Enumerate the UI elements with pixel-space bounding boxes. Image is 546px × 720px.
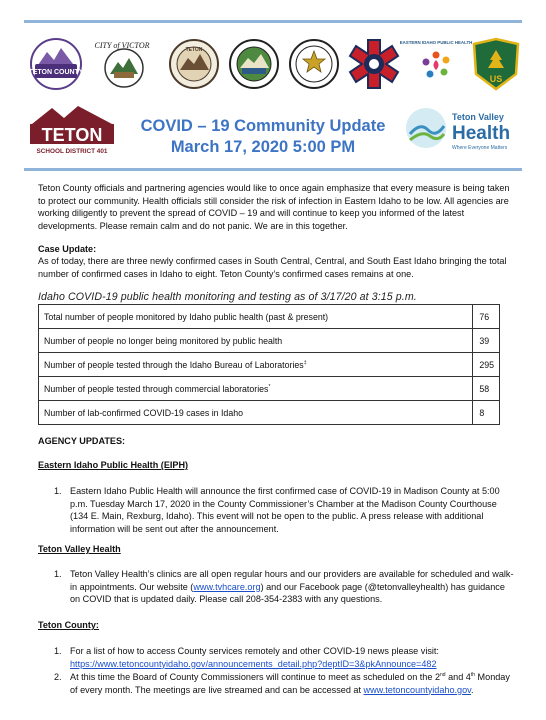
list-text: For a list of how to access County services remotely and other COVID-19 news please visit: https://www.tetoncountyidaho.gov/announcements_detail.php?deptID=3&pkAnnounce=482 bbox=[70, 646, 439, 669]
county-announcement-link[interactable]: https://www.tetoncountyidaho.gov/announcements_detail.php?deptID=3&pkAnnounce=482 bbox=[70, 658, 437, 669]
table-row bbox=[39, 305, 500, 329]
school-district-name: TETON bbox=[41, 125, 103, 145]
table-row bbox=[39, 401, 500, 425]
tvh-heading: Teton Valley Health bbox=[38, 544, 121, 554]
row-label: Number of people tested through commercial laboratories* bbox=[39, 377, 473, 401]
city-of-victor-logo-text: CITY of VICTOR bbox=[94, 41, 150, 50]
row-value: 39 bbox=[473, 329, 500, 353]
row-value: 76 bbox=[473, 305, 500, 329]
page-date: March 17, 2020 5:00 PM bbox=[170, 138, 356, 156]
table-row bbox=[39, 353, 500, 377]
tvh-logo-line1: Teton Valley bbox=[452, 112, 504, 122]
list-number: 2. bbox=[54, 672, 62, 682]
agency-updates-heading: AGENCY UPDATES: bbox=[38, 436, 126, 446]
list-text: At this time the Board of County Commissioners will continue to meet as scheduled on the 2nd and 4th Monday of every month. The meetings are live streamed and can be accessed at www.tetoncountyidaho.gov. bbox=[70, 671, 510, 695]
teton-city-logo-text: TETON bbox=[185, 47, 203, 53]
teton-county-sheriff-logo bbox=[288, 38, 340, 90]
teton-city-logo bbox=[168, 38, 220, 90]
list-text: Eastern Idaho Public Health will announce the first confirmed case of COVID-19 in Madison County at 5:00 p.m. Tuesday March 17, 2020 in the County Commissioner’s Chamber at the Madison County Courthouse (134 E. Main, Rexburg, Idaho). This event will not be open to the public. A press release with additional information will be sent out after the announcement. bbox=[70, 486, 500, 534]
tvh-website-link[interactable]: www.tvhcare.org bbox=[193, 581, 261, 592]
eiph-logo-text: EASTERN IDAHO PUBLIC HEALTH bbox=[399, 40, 473, 45]
tvh-logo-line2: Health bbox=[452, 123, 511, 144]
header-bottom-rule bbox=[24, 168, 522, 171]
county-website-link[interactable]: www.tetoncountyidaho.gov bbox=[363, 684, 472, 695]
page-title: COVID – 19 Community Update bbox=[140, 117, 386, 135]
row-label: Total number of people monitored by Idaho public health (past & present) bbox=[39, 305, 473, 329]
list-number: 1. bbox=[54, 569, 62, 579]
intro-paragraph: Teton County officials and partnering agencies would like to once again emphasize that every measure is being taken to protect our community. Health officials still consider the risk of infection in Eastern Idaho to be low. All agencies are working diligently to prevent the spread of COVID – 19 and will continue to keep you informed of the latest developments. Please remain calm and do not panic. We are in this together. bbox=[38, 183, 510, 231]
list-number: 1. bbox=[54, 486, 62, 496]
table-title: Idaho COVID-19 public health monitoring and testing as of 3/17/20 at 3:15 p.m. bbox=[38, 291, 417, 303]
forest-service-logo bbox=[470, 38, 522, 90]
eastern-idaho-public-health-logo bbox=[399, 38, 473, 90]
list-text: Teton Valley Health’s clinics are all open regular hours and our providers are available for scheduled and walk-in appointments. Our website (www.tvhcare.org) and our Facebook page (@tetonvalleyhealth) has guidance on COVID that is updated daily. Please call 208-354-2383 with any questions. bbox=[70, 569, 514, 605]
city-of-driggs-logo bbox=[228, 38, 280, 90]
teton-valley-health-logo bbox=[404, 104, 530, 154]
table-row bbox=[39, 329, 500, 353]
tvh-logo-tagline: Where Everyone Matters bbox=[452, 145, 508, 151]
city-of-victor-logo bbox=[92, 38, 152, 90]
agency-logo-row bbox=[30, 38, 520, 96]
table-row bbox=[39, 377, 500, 401]
case-update-paragraph: As of today, there are three newly confirmed cases in South Central, Central, and South East Idaho bringing the total number of confirmed cases in Idaho to eight. Teton County’s confirmed cases remains at one. bbox=[38, 256, 507, 279]
footnote-marker: * bbox=[268, 383, 271, 390]
teton-school-district-logo bbox=[28, 104, 116, 156]
case-update-heading: Case Update: bbox=[38, 244, 97, 254]
fire-department-logo bbox=[348, 38, 400, 90]
row-label: Number of lab-confirmed COVID-19 cases in Idaho bbox=[39, 401, 473, 425]
school-district-subtitle: SCHOOL DISTRICT 401 bbox=[36, 148, 108, 155]
row-value: 58 bbox=[473, 377, 500, 401]
row-value: 8 bbox=[473, 401, 500, 425]
row-value: 295 bbox=[473, 353, 500, 377]
monitoring-table bbox=[38, 304, 500, 425]
teton-county-logo-text: TETON COUNTY bbox=[28, 69, 84, 76]
teton-county-heading: Teton County: bbox=[38, 620, 99, 630]
list-number: 1. bbox=[54, 646, 62, 656]
row-label: Number of people tested through the Idaho Bureau of Laboratories‡ bbox=[39, 353, 473, 377]
forest-service-logo-text: US bbox=[489, 74, 503, 84]
row-label: Number of people no longer being monitored by public health bbox=[39, 329, 473, 353]
header-top-rule bbox=[24, 20, 522, 23]
teton-county-logo bbox=[30, 38, 82, 90]
eiph-heading: Eastern Idaho Public Health (EIPH) bbox=[38, 460, 189, 470]
footnote-marker: ‡ bbox=[303, 359, 307, 366]
